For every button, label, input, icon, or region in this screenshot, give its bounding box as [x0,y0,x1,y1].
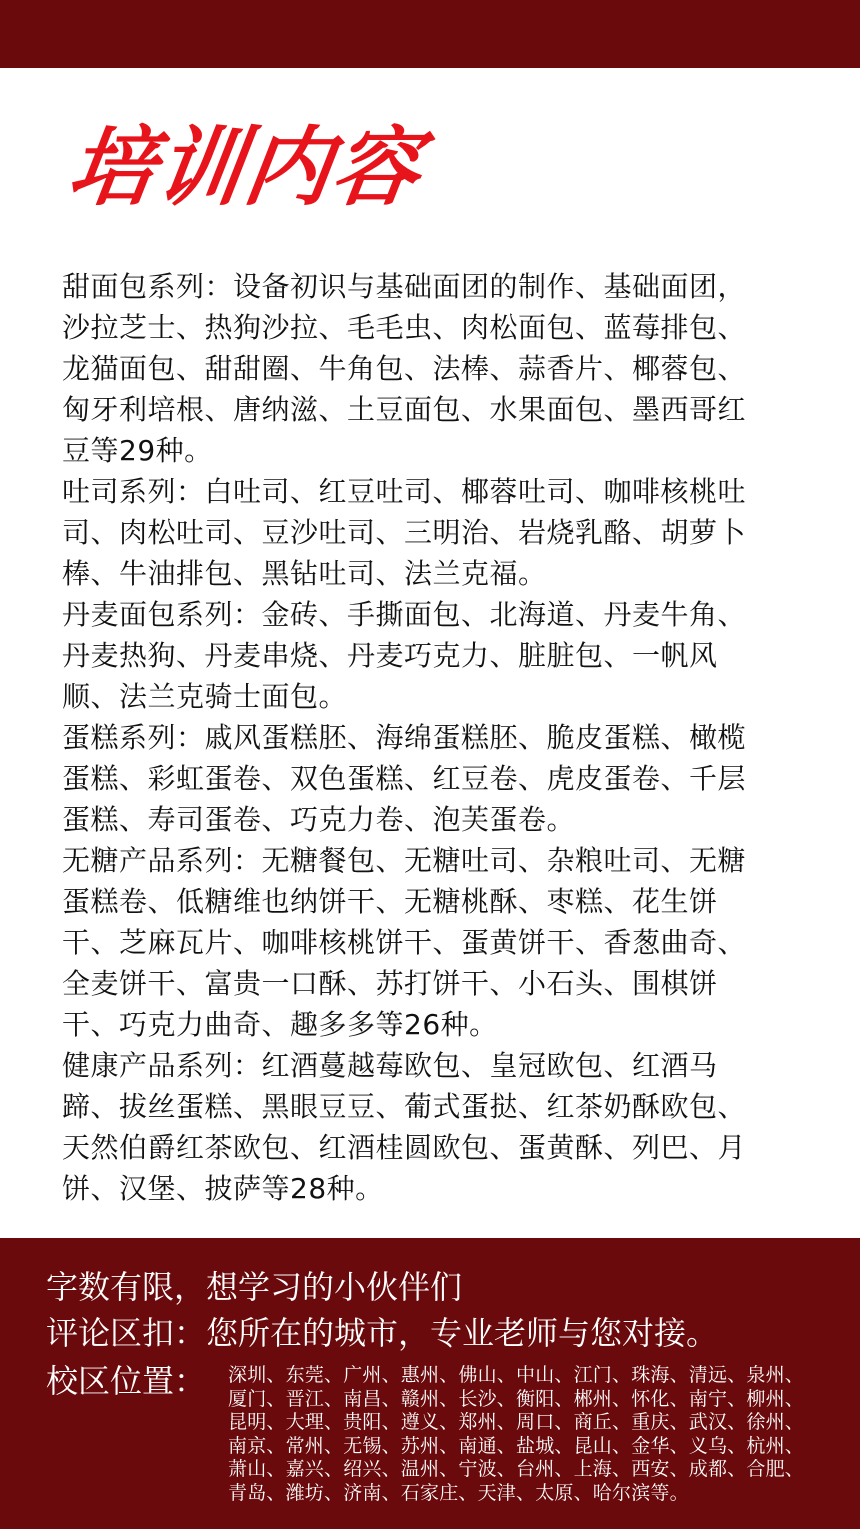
section-text: 白吐司、红豆吐司、椰蓉吐司、咖啡核桃吐司、肉松吐司、豆沙吐司、三明治、岩烧乳酪、胡萝卜棒、牛油排包、黑钻吐司、法兰克福。 [62,475,747,590]
section-cake [62,717,772,840]
footer-note-1: 字数有限，想学习的小伙伴们 [46,1268,463,1306]
footer-banner [0,1238,860,1529]
main-content [0,68,860,1238]
top-banner [0,0,860,68]
section-name: 甜面包系列： [62,270,234,303]
section-name: 蛋糕系列： [62,721,205,754]
section-danish [62,594,772,717]
section-healthy [62,1045,772,1209]
footer-note-2: 评论区扣：您所在的城市，专业老师与您对接。 [46,1314,719,1352]
section-name: 无糖产品系列： [62,844,262,877]
section-name: 健康产品系列： [62,1049,262,1082]
section-text: 戚风蛋糕胚、海绵蛋糕胚、脆皮蛋糕、橄榄蛋糕、彩虹蛋卷、双色蛋糕、红豆卷、虎皮蛋卷、千层蛋糕、寿司蛋卷、巧克力卷、泡芙蛋卷。 [62,721,747,836]
section-sweet-bread [62,266,772,471]
section-text: 金砖、手撕面包、北海道、丹麦牛角、丹麦热狗、丹麦串烧、丹麦巧克力、脏脏包、一帆风顺、法兰克骑士面包。 [62,598,747,713]
section-name: 吐司系列： [62,475,205,508]
section-toast [62,471,772,594]
course-list [62,266,772,1209]
page-title: 培训内容 [62,118,429,218]
section-text: 红酒蔓越莓欧包、皇冠欧包、红酒马蹄、拔丝蛋糕、黑眼豆豆、葡式蛋挞、红茶奶酥欧包、天然伯爵红茶欧包、红酒桂圆欧包、蛋黄酥、列巴、月饼、汉堡、披萨等28种。 [62,1049,747,1205]
section-text: 设备初识与基础面团的制作、基础面团，沙拉芝士、热狗沙拉、毛毛虫、肉松面包、蓝莓排包、龙猫面包、甜甜圈、牛角包、法棒、蒜香片、椰蓉包、匈牙利培根、唐纳滋、土豆面包、水果面包、墨西哥红豆等29种。 [62,270,747,467]
campus-label: 校区位置： [46,1362,207,1400]
campus-list: 深圳、东莞、广州、惠州、佛山、中山、江门、珠海、清远、泉州、厦门、晋江、南昌、赣州、长沙、衡阳、郴州、怀化、南宁、柳州、昆明、大理、贵阳、遵义、郑州、周口、商丘、重庆、武汉、徐州、南京、常州、无锡、苏州、南通、盐城、昆山、金华、义乌、杭州、萧山、嘉兴、绍兴、温州、宁波、台州、上海、西安、成都、合肥、青岛、潍坊、济南、石家庄、天津、太原、哈尔滨等。 [228,1364,805,1504]
section-name: 丹麦面包系列： [62,598,262,631]
section-sugar-free [62,840,772,1045]
section-text: 无糖餐包、无糖吐司、杂粮吐司、无糖蛋糕卷、低糖维也纳饼干、无糖桃酥、枣糕、花生饼干、芝麻瓦片、咖啡核桃饼干、蛋黄饼干、香葱曲奇、全麦饼干、富贵一口酥、苏打饼干、小石头、围棋饼干、巧克力曲奇、趣多多等26种。 [62,844,747,1041]
